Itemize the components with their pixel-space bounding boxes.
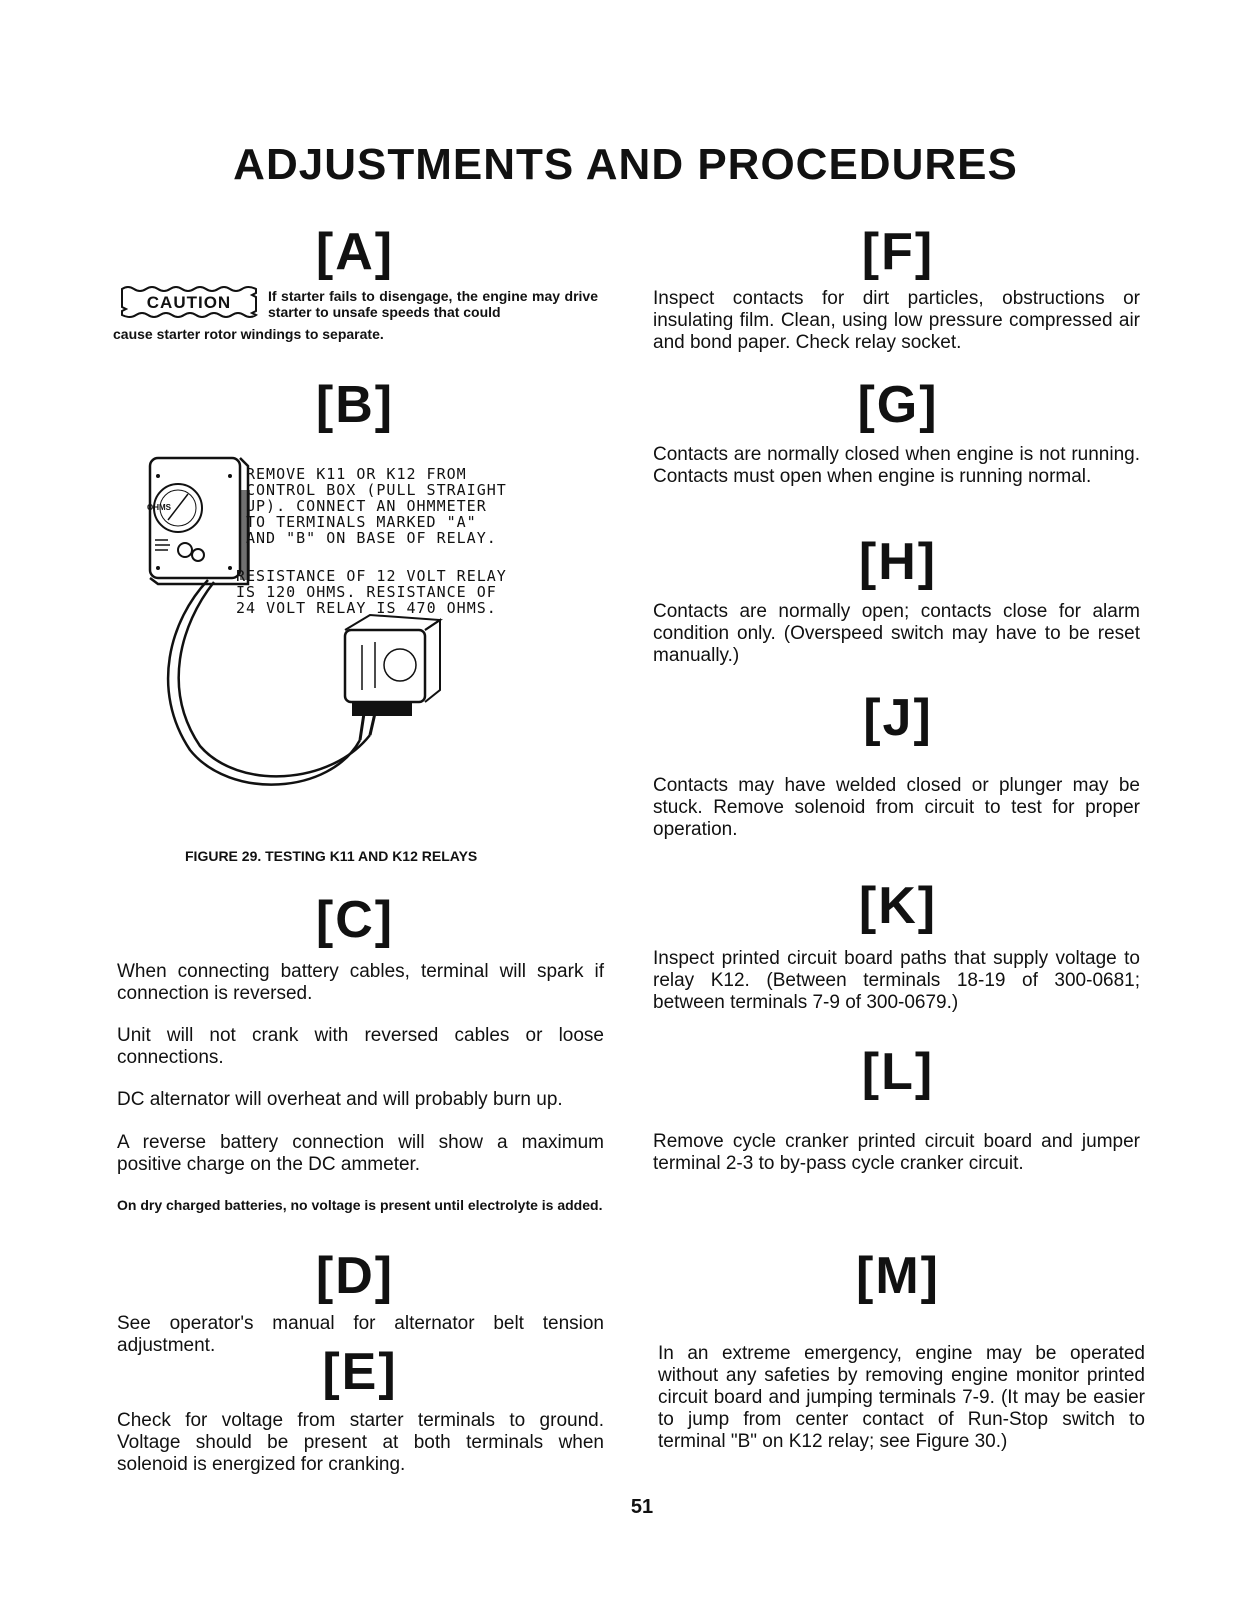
section-l-label: [L] [861, 1043, 935, 1101]
caution-lead-text: If starter fails to disengage, the engine may drive starter to unsafe speeds that could [268, 288, 598, 320]
section-b-label: [B] [315, 376, 395, 434]
section-c-paragraph-2: Unit will not crank with reversed cables or loose connections. [117, 1025, 604, 1068]
section-c-paragraph-3: DC alternator will overheat and will probably burn up. [117, 1089, 563, 1110]
section-j-label: [J] [863, 689, 933, 747]
page-title: ADJUSTMENTS AND PROCEDURES [233, 140, 1018, 189]
figure-29-caption: FIGURE 29. TESTING K11 AND K12 RELAYS [185, 848, 478, 864]
figure-29-text-1: REMOVE K11 OR K12 FROM CONTROL BOX (PULL STRAIGHT UP). CONNECT AN OHMMETER TO TERMINALS MARKED "A" AND "B" ON BASE OF RELAY. [246, 465, 507, 547]
section-m-paragraph-1: In an extreme emergency, engine may be operated without any safeties by removing engine monitor printed circuit board and jumping terminals 7-9. (It may be easier to jump from center contact of Run-Stop switch to terminal "B" on K12 relay; see Figure 30.) [658, 1343, 1145, 1452]
caution-badge [118, 285, 260, 319]
section-g-label: [G] [857, 376, 939, 434]
section-d-paragraph-1: See operator's manual for alternator belt tension adjustment. [117, 1313, 604, 1356]
section-d-label: [D] [315, 1247, 395, 1305]
section-c-note: On dry charged batteries, no voltage is present until electrolyte is added. [117, 1197, 603, 1213]
section-k-paragraph-1: Inspect printed circuit board paths that supply voltage to relay K12. (Between terminals 18-19 of 300-0681; between terminals 7-9 of 300-0679.) [653, 948, 1140, 1013]
section-a-label: [A] [315, 223, 395, 281]
caution-tail-text: cause starter rotor windings to separate. [113, 326, 384, 342]
section-l-paragraph-1: Remove cycle cranker printed circuit board and jumper terminal 2-3 to by-pass cycle cranker circuit. [653, 1131, 1140, 1174]
caution-text: CAUTION [146, 293, 232, 312]
ohmmeter-label: OHMS [147, 503, 171, 512]
section-m-label: [M] [856, 1247, 940, 1305]
section-e-label: [E] [322, 1343, 398, 1401]
section-f-paragraph-1: Inspect contacts for dirt particles, obstructions or insulating film. Clean, using low pressure compressed air and bond paper. Check relay socket. [653, 288, 1140, 353]
page-number: 51 [630, 1496, 654, 1518]
section-h-label: [H] [858, 533, 938, 591]
figure-29-text-2: RESISTANCE OF 12 VOLT RELAY IS 120 OHMS. RESISTANCE OF 24 VOLT RELAY IS 470 OHMS. [236, 567, 507, 617]
section-h-paragraph-1: Contacts are normally open; contacts close for alarm condition only. (Overspeed switch may have to be reset manually.) [653, 601, 1140, 666]
section-k-label: [K] [858, 877, 938, 935]
section-e-paragraph-1: Check for voltage from starter terminals to ground. Voltage should be present at both terminals when solenoid is energized for cranking. [117, 1410, 604, 1475]
section-f-label: [F] [861, 223, 935, 281]
section-c-paragraph-1: When connecting battery cables, terminal will spark if connection is reversed. [117, 961, 604, 1004]
section-c-paragraph-4: A reverse battery connection will show a maximum positive charge on the DC ammeter. [117, 1132, 604, 1175]
section-g-paragraph-1: Contacts are normally closed when engine is not running. Contacts must open when engine is running normal. [653, 444, 1140, 487]
section-j-paragraph-1: Contacts may have welded closed or plunger may be stuck. Remove solenoid from circuit to test for proper operation. [653, 775, 1140, 840]
section-c-label: [C] [315, 891, 395, 949]
